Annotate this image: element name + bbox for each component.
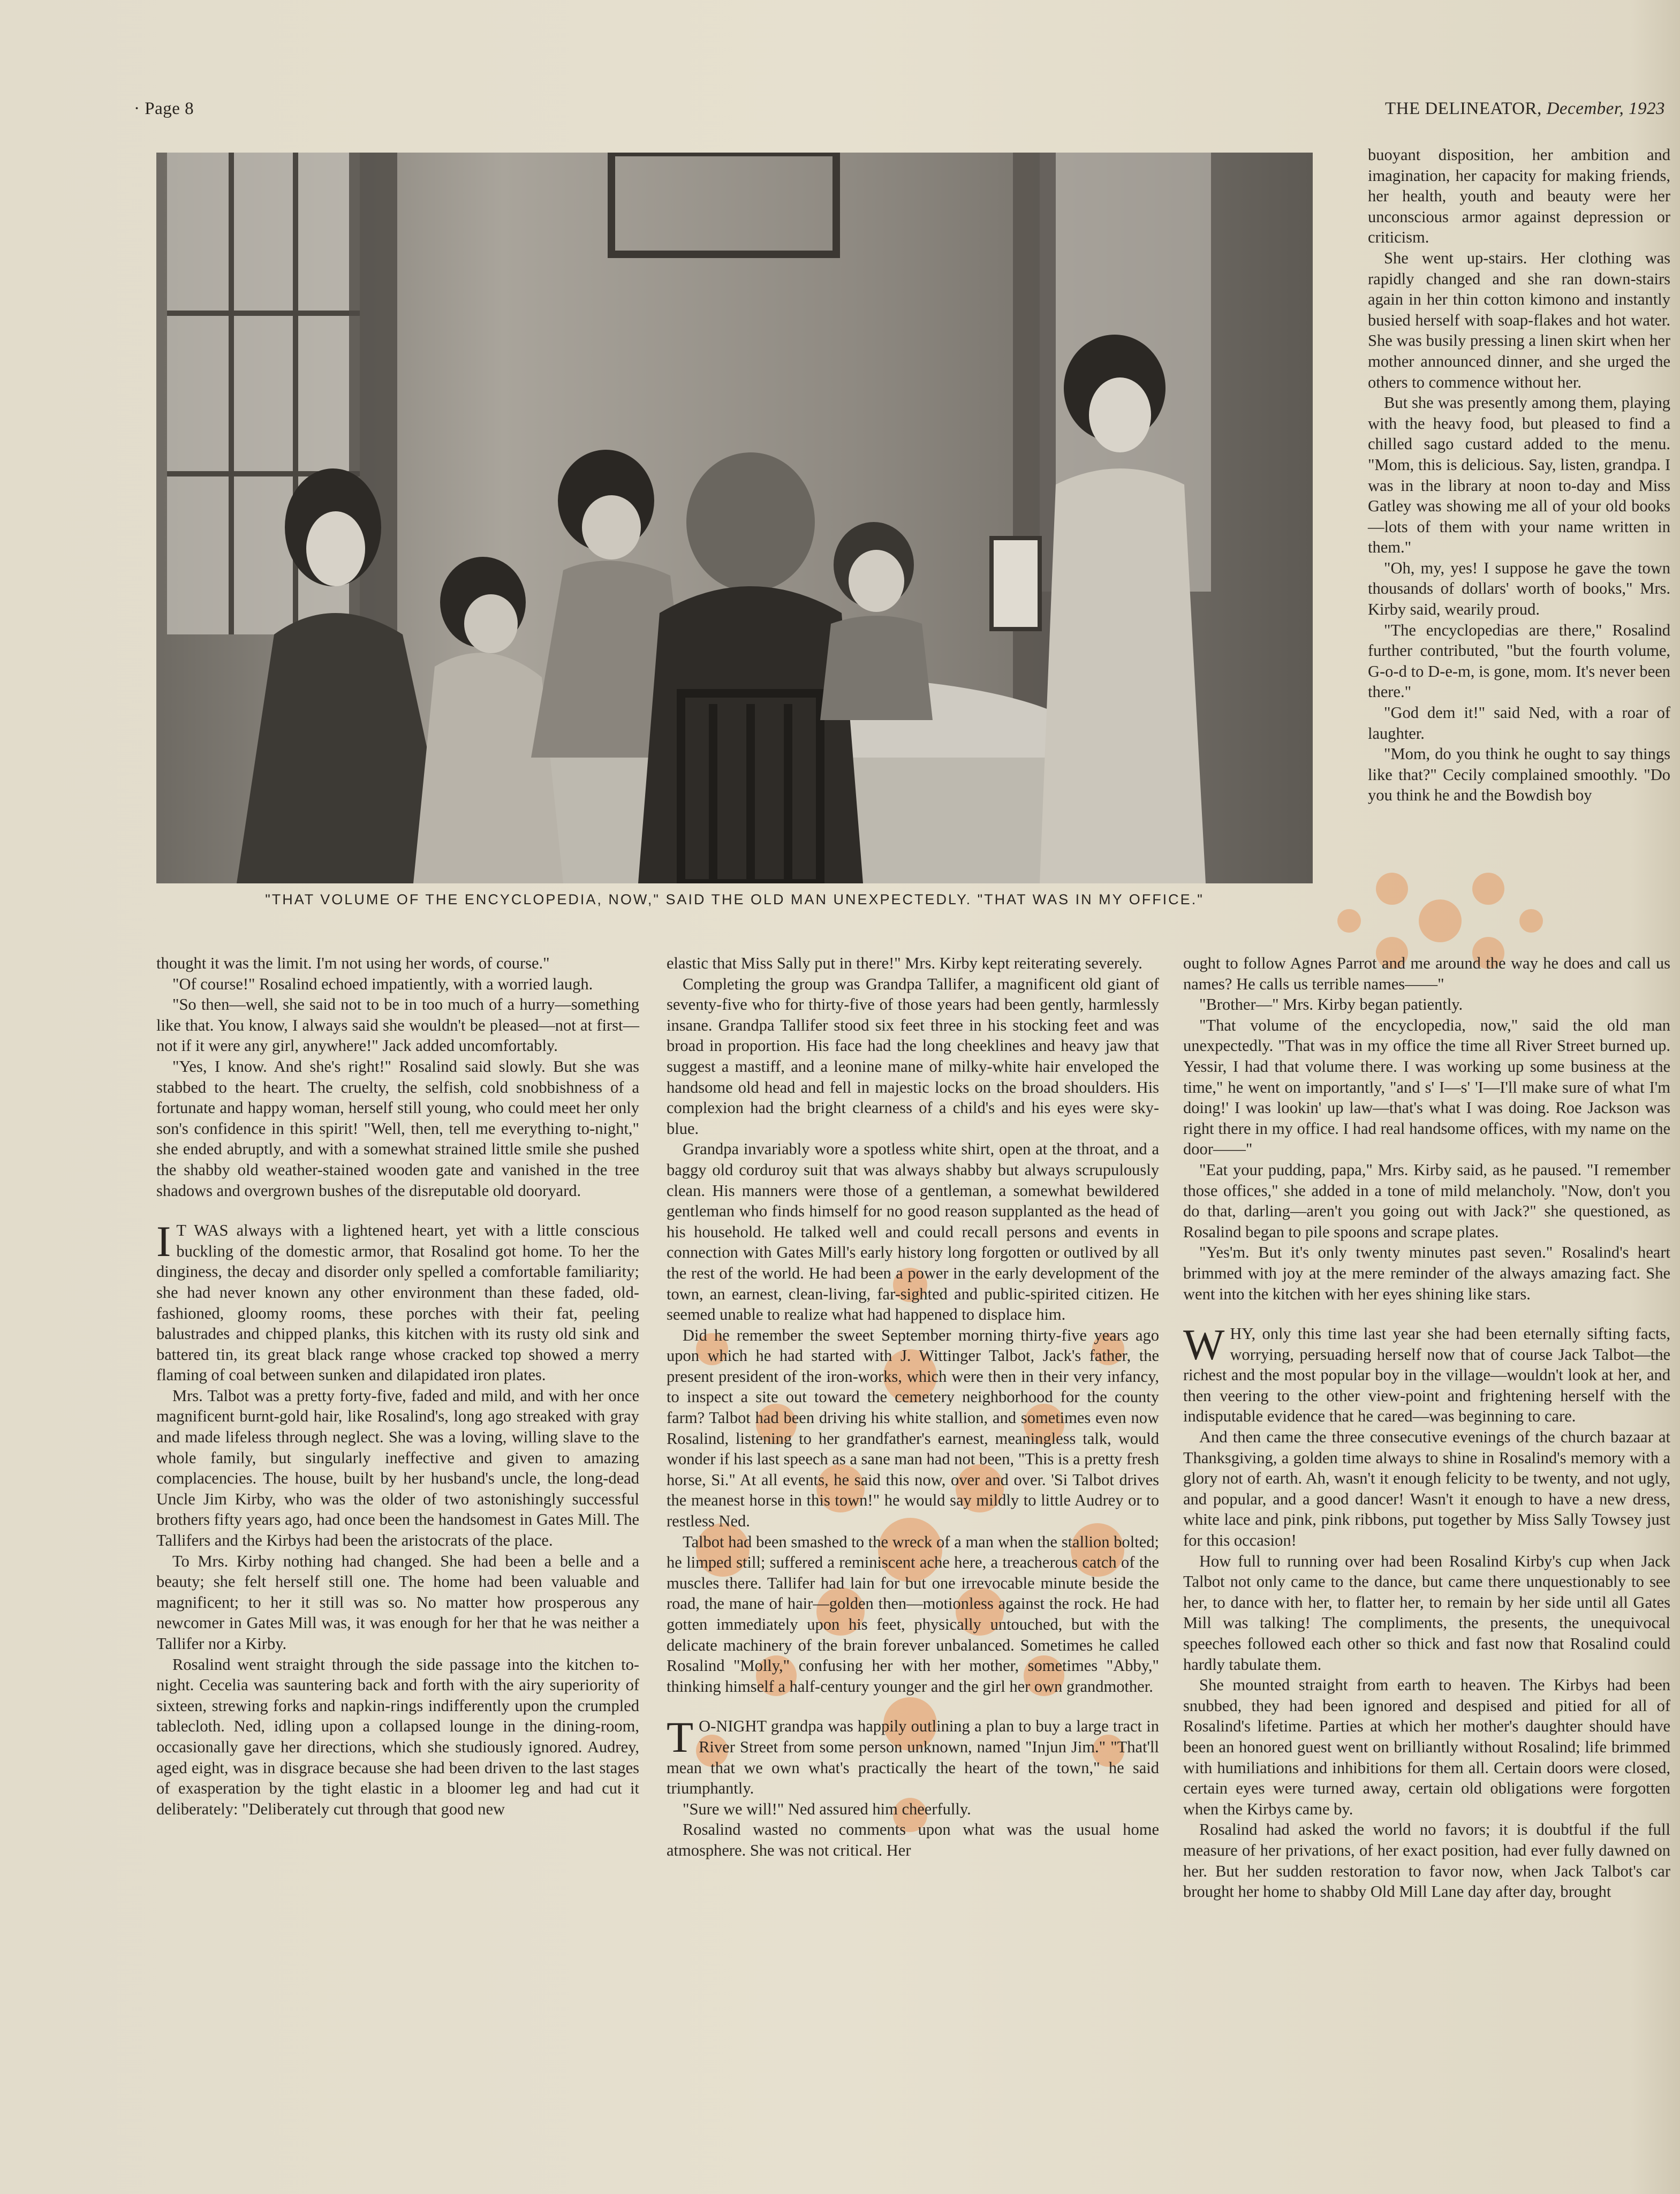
paragraph: "The encyclopedias are there," Rosalind further contributed, "but the fourth volume, G-o-d to D-e-m, is gone, mom. It's never been there." (1368, 621, 1670, 701)
paragraph: Completing the group was Grandpa Tallifer, a magnificent old giant of seventy-five who for thirty-five of those years had been gently, harmlessly insane. Grandpa Tallifer stood six feet three in his stocking feet and was broad in proportion. His face had the long cheeklines and heavy jaw that suggest a mastiff, and a leonine mane of milky-white hair enveloped the handsome old head and fell in majestic locks on the broad shoulders. His complexion had the bright clearness of a child's and his eyes were sky-blue. (667, 974, 1159, 1138)
drop-cap: T (667, 1713, 694, 1762)
paragraph: "That volume of the encyclopedia, now," said the old man unexpectedly. "That was in my office the time all River Street burned up. Yessir, I had that volume there. I was working up some business at the time," he went on importantly, "and s' I—s' 'I—I'll make sure of what I'm doing!' I was lookin' up law—that's what I was doing. Roe Jackson was right there in my office. I had real handsome offices, with my name on the door——" (1183, 1016, 1670, 1159)
paragraph: Rosalind had asked the world no favors; it is doubtful if the full measure of her privations, of her exact position, had ever fully dawned on her. But her sudden restoration to favor now, when Jack Talbot's car brought her home to shabby Old Mill Lane day after day, brought (1183, 1820, 1670, 1901)
drop-cap: W (1183, 1320, 1225, 1370)
paragraph: "Oh, my, yes! I suppose he gave the town thousands of dollars' worth of books," Mrs. Kirby said, wearily proud. (1368, 558, 1670, 619)
paragraph: Grandpa invariably wore a spotless white shirt, open at the throat, and a baggy old corduroy suit that was always shabby but always scrupulously clean. His manners were those of a gentleman, a somewhat bewildered gentleman who finds himself for no good reason supplanted as the head of his household. He talked well and could recall persons and events in connection with Gates Mill's early history long forgotten or outlived by all the rest of the world. He had been a power in the early development of the town, an earnest, clean-living, far-sighted and public-spirited citizen. He seemed unable to realize what had happened to displace him. (667, 1140, 1159, 1324)
column-2 (667, 953, 1159, 1861)
paragraph: Mrs. Talbot was a pretty forty-five, faded and mild, and with her once magnificent burnt-gold hair, like Rosalind's, long ago streaked with gray and made lifeless through neglect. She was a loving, willing slave to the whole family, but singularly ineffective and given to amazing complacencies. The house, built by her husband's uncle, the long-dead Uncle Jim Kirby, who was the older of two astonishingly successful brothers fifty years ago, had once been the handsomest in Gates Mill. The Tallifers and the Kirbys had been the aristocrats of the place. (156, 1386, 639, 1550)
column-3 (1183, 953, 1670, 1902)
running-title (1385, 99, 1665, 119)
paragraph: thought it was the limit. I'm not using her words, of course." (156, 954, 550, 972)
section-paragraph: I T WAS always with a lightened heart, yet with a little conscious buckling of the domestic armor, that Rosalind got home. To her the dinginess, the decay and disorder only spelled a comfortable familiarity; she had never known any other environment than these faded, old-fashioned, gloomy rooms, these porches with their fat, peeling balustrades and chipped planks, this kitchen with its rusty old sink and battered tin, its great black range whose cracked top showed a merry flaming of coal between sunken and dilapidated iron plates. (156, 1217, 639, 1385)
paragraph: Did he remember the sweet September morning thirty-five years ago upon which he had started with J. Wittinger Talbot, Jack's father, the present president of the iron-works, which were then in their very infancy, to inspect a site out toward the cemetery neighborhood for the county farm? Talbot had been driving his white stallion, and sometimes even now Rosalind, listening to her grandfather's earnest, meaningless talk, would wonder if his last speech as a sane man had not been, "This is a pretty fresh horse, Si." At all events, he said this now, over and over. 'Si Talbot drives the meanest horse in this town!" he would say mildly to little Audrey or to restless Ned. (667, 1326, 1159, 1531)
paragraph: Rosalind wasted no comments upon what was the usual home atmosphere. She was not critical. Her (667, 1820, 1159, 1859)
paragraph: "Mom, do you think he ought to say things like that?" Cecily complained smoothly. "Do you think he and the Bowdish boy (1368, 745, 1670, 805)
illustration-caption: "THAT VOLUME OF THE ENCYCLOPEDIA, NOW," SAID THE OLD MAN UNEXPECTEDLY. "THAT WAS IN MY OFFICE." (265, 891, 1204, 907)
paragraph: She went up-stairs. Her clothing was rapidly changed and she ran down-stairs again in her thin cotton kimono and instantly busied herself with soap-flakes and hot water. She was busily pressing a linen skirt when her mother announced dinner, and she urged the others to commence without her. (1368, 248, 1670, 391)
story-illustration (156, 153, 1313, 883)
paragraph: "Brother—" Mrs. Kirby began patiently. (1199, 995, 1463, 1014)
paragraph: "Yes'm. But it's only twenty minutes past seven." Rosalind's heart brimmed with joy at the mere reminder of the always amazing fact. She went into the kitchen with her eyes shining like stars. (1183, 1243, 1670, 1303)
section-paragraph: T O-NIGHT grandpa was happily outlining a plan to buy a large tract in River Street from some person unknown, named "Injun Jim." "That'll mean that we own what's practically the heart of the town," he said triumphantly. (667, 1713, 1159, 1798)
paragraph: But she was presently among them, playing with the heavy food, but pleased to find a chilled sago custard added to the menu. "Mom, this is delicious. Say, listen, grandpa. I was in the library at noon to-day and Miss Gatley was showing me all of your old books—lots of them with your name written in them." (1368, 394, 1670, 557)
paragraph: "God dem it!" said Ned, with a roar of laughter. (1368, 703, 1670, 743)
column-1 (156, 953, 639, 1819)
paragraph: "Of course!" Rosalind echoed impatiently, with a worried laugh. (172, 974, 593, 993)
paragraph: ought to follow Agnes Parrot and me around the way he does and call us names? He calls us terrible names——" (1183, 954, 1670, 993)
paragraph: "Sure we will!" Ned assured him cheerfully. (683, 1799, 971, 1818)
paragraph: To Mrs. Kirby nothing had changed. She had been a belle and a beauty; she felt herself still one. The home had been valuable and magnificent; to her it still was so. No matter how prosperous any newcomer in Gates Mill was, it was enough for her that he was neither a Tallifer nor a Kirby. (156, 1552, 639, 1653)
paragraph: She mounted straight from earth to heaven. The Kirbys had been snubbed, they had been ignored and despised and pitied for all of Rosalind's lifetime. Parties at which her mother's daughter should have been an honored guest went on brilliantly without Rosalind; life brimmed with humiliations and inhibitions for them all. Certain doors were closed, certain eyes were turned away, certain old obligations were forgotten when the Kirbys came by. (1183, 1676, 1670, 1818)
paragraph: Rosalind went straight through the side passage into the kitchen to-night. Cecelia was sauntering back and forth with the airy superiority of sixteen, strewing forks and napkin-rings indifferently upon the crumpled tablecloth. Ned, idling upon a collapsed lounge in the dining-room, occasionally gave her directions, which she studiously ignored. Audrey, aged eight, was in disgrace because she had been driven to the last stages of exasperation by the tight elastic in a bloomer leg and had cut it deliberately: "Deliberately cut through that good new (156, 1655, 639, 1818)
paragraph: And then came the three consecutive evenings of the church bazaar at Thanksgiving, a golden time always to shine in Rosalind's memory with a glory not of earth. Ah, wasn't it enough felicity to be twenty, and not ugly, and popular, and a good dancer! Wasn't it enough to have a new dress, white lace and pink, pink ribbons, put together by Miss Sally Towsey just for this occasion! (1183, 1428, 1670, 1550)
pitcher (992, 538, 1040, 629)
publication-name: THE DELINEATOR, (1384, 99, 1542, 118)
illustration-drawing (156, 153, 1313, 883)
column-top-right (1368, 145, 1670, 806)
drop-cap: I (156, 1217, 171, 1266)
paragraph: "Yes, I know. And she's right!" Rosalind said slowly. But she was stabbed to the heart. The cruelty, the selfish, cold snobbishness of a fortunate and happy woman, herself still young, who could meet her only son's confidence in this spirit! "Well, then, tell me everything to-night," she ended abruptly, and with a somewhat strained little smile she pushed the shabby old weather-stained wooden gate and vanished in the tree shadows and overgrown bushes of the disreputable old dooryard. (156, 1057, 639, 1200)
paragraph: elastic that Miss Sally put in there!" Mrs. Kirby kept reiterating severely. (667, 954, 1142, 972)
paragraph: buoyant disposition, her ambition and imagination, her capacity for making friends, her health, youth and beauty were her unconscious armor against depression or criticism. (1368, 146, 1670, 247)
paragraph: Talbot had been smashed to the wreck of a man when the stallion bolted; he limped still; suffered a reminiscent ache here, a treacherous catch of the muscles there. Tallifer had lain for but one irrevocable minute beside the road, the mane of hair—golden then—motionless against the rock. He had gotten immediately upon his feet, physically untouched, but with the delicate machinery of the brain forever unbalanced. Sometimes he called Rosalind "Molly," confusing her with her mother, sometimes "Abby," thinking himself a half-century younger and the girl her own grandmother. (667, 1532, 1159, 1696)
issue-date: December, 1923 (1546, 99, 1665, 118)
paragraph: How full to running over had been Rosalind Kirby's cup when Jack Talbot not only came to the dance, but came there unquestionably to see her, to dance with her, to flatter her, to remain by her side until all Gates Mill was talking! The compliments, the presents, the unequivocal speeches followed each other so thick and fast now that Rosalind could hardly tabulate them. (1183, 1552, 1670, 1674)
paragraph: "Eat your pudding, papa," Mrs. Kirby said, as he paused. "I remember those offices," she added in a tone of mild melancholy. "Now, don't you do that, darling—aren't you going out with Jack?" she questioned, as Rosalind began to pile spoons and scrape plates. (1183, 1160, 1670, 1241)
page-number: · Page 8 (134, 99, 194, 118)
paragraph: "So then—well, she said not to be in too much of a hurry—something like that. You know, I always said she wouldn't be pleased—not at first—not if it were any girl, anywhere!" Jack added uncomfortably. (156, 995, 639, 1055)
section-paragraph: WHY, only this time last year she had been eternally sifting facts, worrying, persuading herself now that of course Jack Talbot—the richest and the most popular boy in the village—wouldn't look at her, and then veering to the other view-point and frightening herself with the indisputable evidence that he cared—was beginning to care. (1183, 1320, 1670, 1426)
